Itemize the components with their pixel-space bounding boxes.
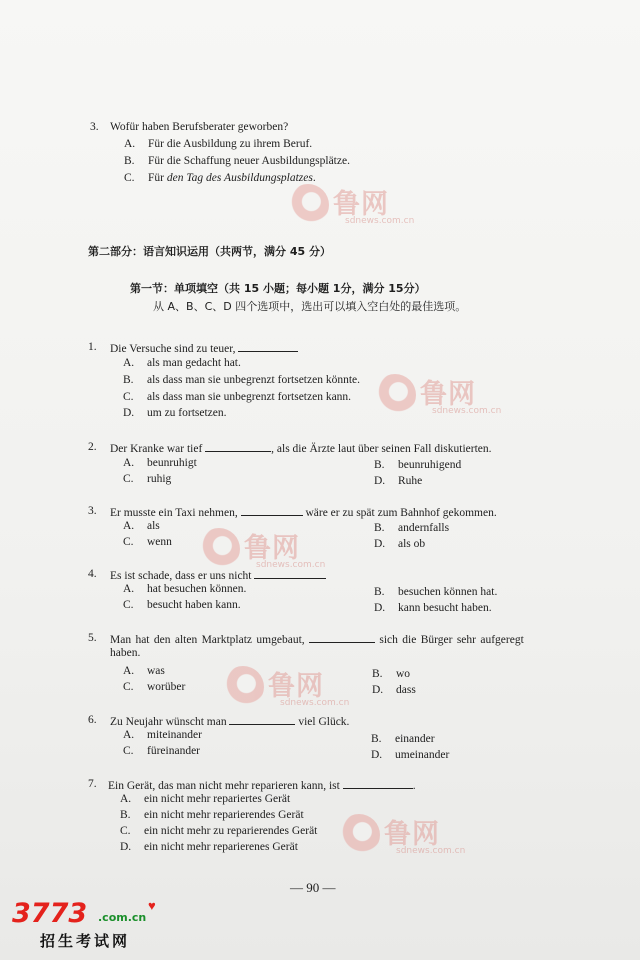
q2-b-text: beunruhigend <box>398 459 462 471</box>
q3prev-option-a-letter: A. <box>124 138 136 150</box>
watermark-brand: 鲁网 <box>384 819 440 850</box>
q6-d-letter: D. <box>371 749 383 761</box>
watermark-1 <box>287 182 457 232</box>
watermark-site: sdnews.com.cn <box>432 406 502 416</box>
q1-b-letter: B. <box>123 374 134 386</box>
watermark-swirl-icon <box>374 374 416 416</box>
watermark-site: sdnews.com.cn <box>256 560 326 570</box>
q2-a-letter: A. <box>123 457 135 469</box>
page-number: — 90 — <box>290 880 336 895</box>
q6-c-letter: C. <box>123 745 134 757</box>
q6-stem: Zu Neujahr wünscht man viel Glück. <box>110 713 349 729</box>
watermark-brand: 鲁网 <box>244 533 300 564</box>
watermark-site: sdnews.com.cn <box>280 698 350 708</box>
q3prev-option-a-text: Für die Ausbildung zu ihrem Beruf. <box>148 138 313 150</box>
q7-d-text: ein nicht mehr reparierenes Gerät <box>144 841 298 853</box>
q7-b-letter: B. <box>120 809 131 821</box>
q3-b-text: andernfalls <box>398 522 450 534</box>
q3-d-letter: D. <box>374 538 386 550</box>
watermark-brand: 鲁网 <box>268 671 324 702</box>
q6-blank <box>229 713 295 725</box>
q5-b-letter: B. <box>372 668 383 680</box>
watermark-5 <box>338 812 508 862</box>
q2-c-letter: C. <box>123 473 134 485</box>
q2-blank <box>205 440 271 452</box>
q4-b-letter: B. <box>374 586 385 598</box>
q6-b-text: einander <box>395 733 435 745</box>
q4-c-text: besucht haben kann. <box>147 599 241 611</box>
q4-b-text: besuchen können hat. <box>398 586 498 598</box>
q3-c-text: wenn <box>147 536 172 548</box>
q5-c-text: worüber <box>147 681 186 693</box>
q1-d-text: um zu fortsetzen. <box>147 407 227 419</box>
q1-b-text: als dass man sie unbegrenzt fortsetzen könnte. <box>147 374 361 386</box>
q2-number: 2. <box>88 441 97 453</box>
q2-b-letter: B. <box>374 459 385 471</box>
q2-stem: Der Kranke war tief , als die Ärzte laut über seinen Fall diskutierten. <box>110 440 492 456</box>
q7-c-letter: C. <box>120 825 131 837</box>
watermark-site: sdnews.com.cn <box>396 846 466 856</box>
q6-a-letter: A. <box>123 729 135 741</box>
q7-stem: Ein Gerät, das man nicht mehr reparieren kann, ist . <box>108 777 416 793</box>
q6-c-text: füreinander <box>147 745 200 757</box>
q5-c-letter: C. <box>123 681 134 693</box>
logo-tagline: 招生考试网 <box>40 932 131 950</box>
q3-a-text: als <box>147 520 160 532</box>
logo-number: 3773 <box>12 898 88 929</box>
q5-d-letter: D. <box>372 684 384 696</box>
q6-a-text: miteinander <box>147 729 202 741</box>
q5-number: 5. <box>88 632 97 644</box>
watermark-4 <box>222 664 392 714</box>
q7-blank <box>343 777 413 789</box>
q3-d-text: als ob <box>398 538 426 550</box>
q2-c-text: ruhig <box>147 473 172 485</box>
q2-d-text: Ruhe <box>398 475 423 487</box>
q7-c-text: ein nicht mehr zu reparierendes Gerät <box>144 825 318 837</box>
site-logo <box>12 898 192 958</box>
q4-a-text: hat besuchen können. <box>147 583 247 595</box>
heart-icon: ♥ <box>148 898 156 913</box>
q3-number: 3. <box>88 505 97 517</box>
q3prev-option-c-text: Für den Tag des Ausbildungsplatzes. <box>148 172 316 184</box>
q2-d-letter: D. <box>374 475 386 487</box>
q5-b-text: wo <box>396 668 411 680</box>
watermark-3 <box>198 526 368 576</box>
q7-a-letter: A. <box>120 793 132 805</box>
q3-stem: Er musste ein Taxi nehmen, wäre er zu spät zum Bahnhof gekommen. <box>110 504 497 520</box>
q1-number: 1. <box>88 341 97 353</box>
section1-title: 第一节：单项填空（共 15 小题；每小题 1分，满分 15分） <box>130 282 426 295</box>
q7-d-letter: D. <box>120 841 132 853</box>
q4-number: 4. <box>88 568 97 580</box>
q5-blank <box>309 631 375 643</box>
q3prev-number: 3. <box>90 121 99 133</box>
logo-domain: .com.cn <box>98 911 147 924</box>
q3-c-letter: C. <box>123 536 134 548</box>
q1-blank <box>238 340 298 352</box>
q7-a-text: ein nicht mehr repariertes Gerät <box>144 793 291 805</box>
q3prev-option-b-letter: B. <box>124 155 135 167</box>
bleed-through-texture <box>490 110 640 810</box>
q4-d-text: kann besucht haben. <box>398 602 492 614</box>
q4-c-letter: C. <box>123 599 134 611</box>
q5-a-text: was <box>147 665 165 677</box>
q2-a-text: beunruhigt <box>147 457 197 469</box>
watermark-brand: 鲁网 <box>420 379 476 410</box>
section1-instruction: 从 A、B、C、D 四个选项中，选出可以填入空白处的最佳选项。 <box>153 300 467 313</box>
watermark-site: sdnews.com.cn <box>345 216 415 226</box>
q1-d-letter: D. <box>123 407 135 419</box>
q6-number: 6. <box>88 714 97 726</box>
q1-c-letter: C. <box>123 391 134 403</box>
watermark-swirl-icon <box>222 666 264 708</box>
q3prev-option-b-text: Für die Schaffung neuer Ausbildungsplätze. <box>148 155 350 167</box>
q6-b-letter: B. <box>371 733 382 745</box>
q7-number: 7. <box>88 778 97 790</box>
q3-a-letter: A. <box>123 520 135 532</box>
part2-title: 第二部分：语言知识运用（共两节，满分 45 分） <box>88 245 331 258</box>
q4-d-letter: D. <box>374 602 386 614</box>
q5-a-letter: A. <box>123 665 135 677</box>
q3prev-option-c-letter: C. <box>124 172 135 184</box>
watermark-2 <box>374 372 544 422</box>
q4-a-letter: A. <box>123 583 135 595</box>
q1-a-text: als man gedacht hat. <box>147 357 241 369</box>
q3-blank <box>241 504 303 516</box>
watermark-swirl-icon <box>287 184 329 226</box>
q7-b-text: ein nicht mehr reparierendes Gerät <box>144 809 304 821</box>
q4-stem: Es ist schade, dass er uns nicht <box>110 567 326 583</box>
watermark-swirl-icon <box>198 528 240 570</box>
q5-stem-continued: haben. <box>110 647 141 659</box>
q1-c-text: als dass man sie unbegrenzt fortsetzen kann. <box>147 391 352 403</box>
watermark-swirl-icon <box>338 814 380 856</box>
q6-d-text: umeinander <box>395 749 450 761</box>
q1-a-letter: A. <box>123 357 135 369</box>
watermark-brand: 鲁网 <box>333 189 389 220</box>
q3prev-stem: Wofür haben Berufsberater geworben? <box>110 121 289 133</box>
q5-stem: Man hat den alten Marktplatz umgebaut, sich die Bürger sehr aufgeregt <box>110 631 524 647</box>
q5-d-text: dass <box>396 684 416 696</box>
q1-stem: Die Versuche sind zu teuer, <box>110 340 298 356</box>
q3-b-letter: B. <box>374 522 385 534</box>
